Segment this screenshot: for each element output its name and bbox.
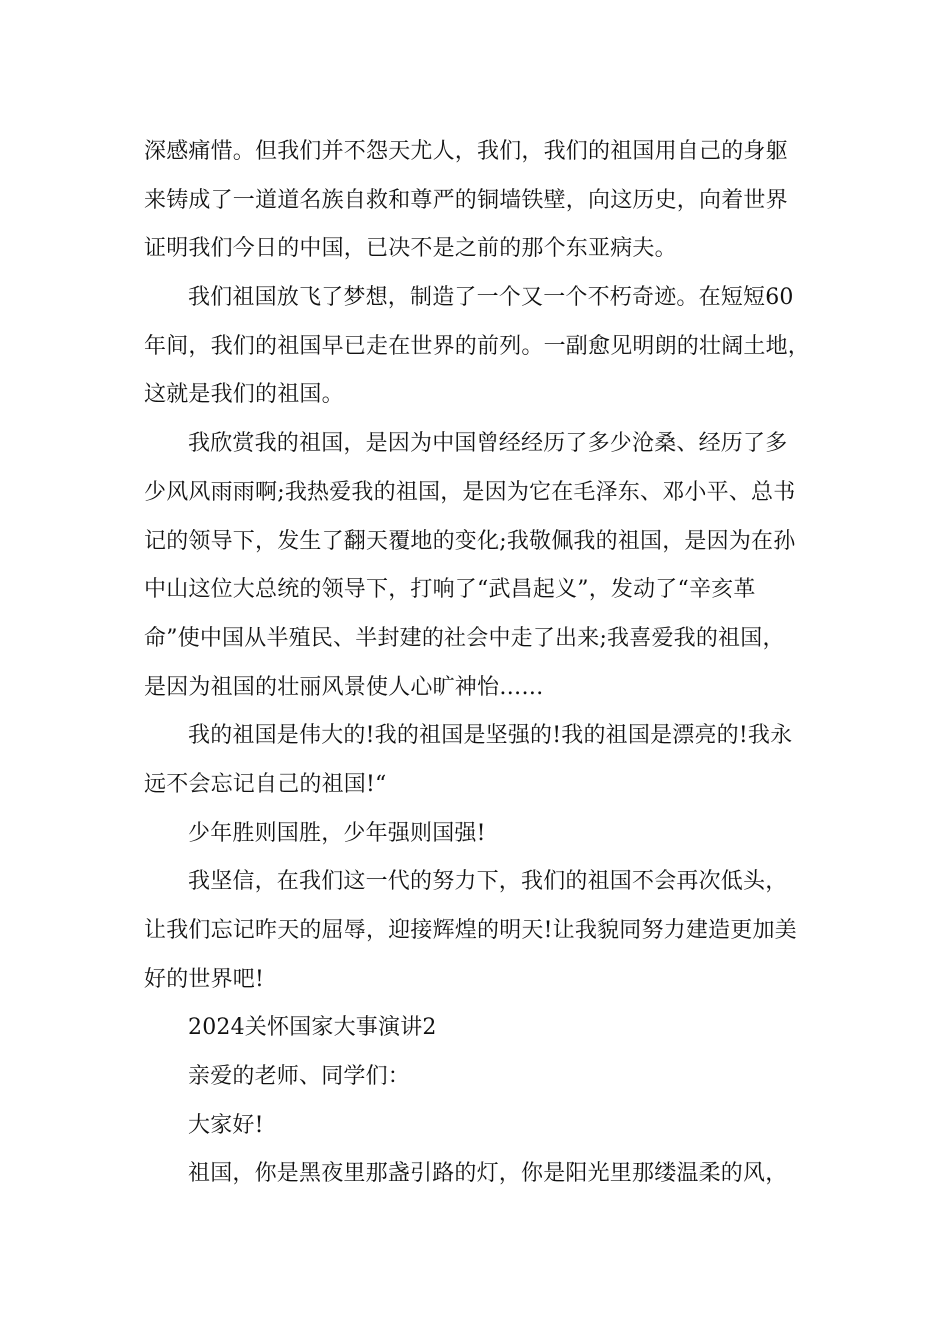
text-line: 命”使中国从半殖民、半封建的社会中走了出来;我喜爱我的祖国， [144, 625, 785, 651]
text-line: 少风风雨雨啊;我热爱我的祖国，是因为它在毛泽东、邓小平、总书 [144, 479, 796, 505]
text-line: 大家好! [188, 1112, 264, 1138]
text-line: 少年胜则国胜，少年强则国强! [188, 820, 486, 846]
text-line: 我的祖国是伟大的!我的祖国是坚强的!我的祖国是漂亮的!我永 [188, 723, 793, 749]
text-line: 我欣赏我的祖国，是因为中国曾经经历了多少沧桑、经历了多 [188, 431, 788, 457]
text-line: 中山这位大总统的领导下，打响了“武昌起义”，发动了“辛亥革 [144, 577, 756, 603]
text-line: 是因为祖国的壮丽风景使人心旷神怡…… [144, 674, 544, 700]
text-line: 亲爱的老师、同学们： [188, 1064, 411, 1090]
text-line: 我坚信，在我们这一代的努力下，我们的祖国不会再次低头， [188, 869, 788, 895]
text-line: 年间，我们的祖国早已走在世界的前列。一副愈见明朗的壮阔土地， [144, 333, 811, 359]
text-line: 证明我们今日的中国，已决不是之前的那个东亚病夫。 [144, 236, 677, 262]
document-body [144, 128, 814, 1199]
text-line: 来铸成了一道道名族自救和尊严的铜墙铁壁，向这历史，向着世界 [144, 187, 788, 213]
text-line: 远不会忘记自己的祖国!“ [144, 771, 387, 797]
text-line: 我们祖国放飞了梦想，制造了一个又一个不朽奇迹。在短短60 [188, 285, 794, 311]
text-line: 祖国，你是黑夜里那盏引路的灯，你是阳光里那缕温柔的风， [188, 1161, 788, 1187]
text-line: 让我们忘记昨天的屈辱，迎接辉煌的明天!让我貌同努力建造更加美 [144, 918, 797, 943]
text-line: 这就是我们的祖国。 [144, 382, 344, 408]
text-line: 深感痛惜。但我们并不怨天尤人，我们，我们的祖国用自己的身躯 [144, 139, 788, 164]
text-line: 记的领导下，发生了翻天覆地的变化;我敬佩我的祖国，是因为在孙 [144, 528, 796, 554]
text-line: 2024关怀国家大事演讲2 [188, 1015, 437, 1041]
text-line: 好的世界吧! [144, 966, 265, 992]
